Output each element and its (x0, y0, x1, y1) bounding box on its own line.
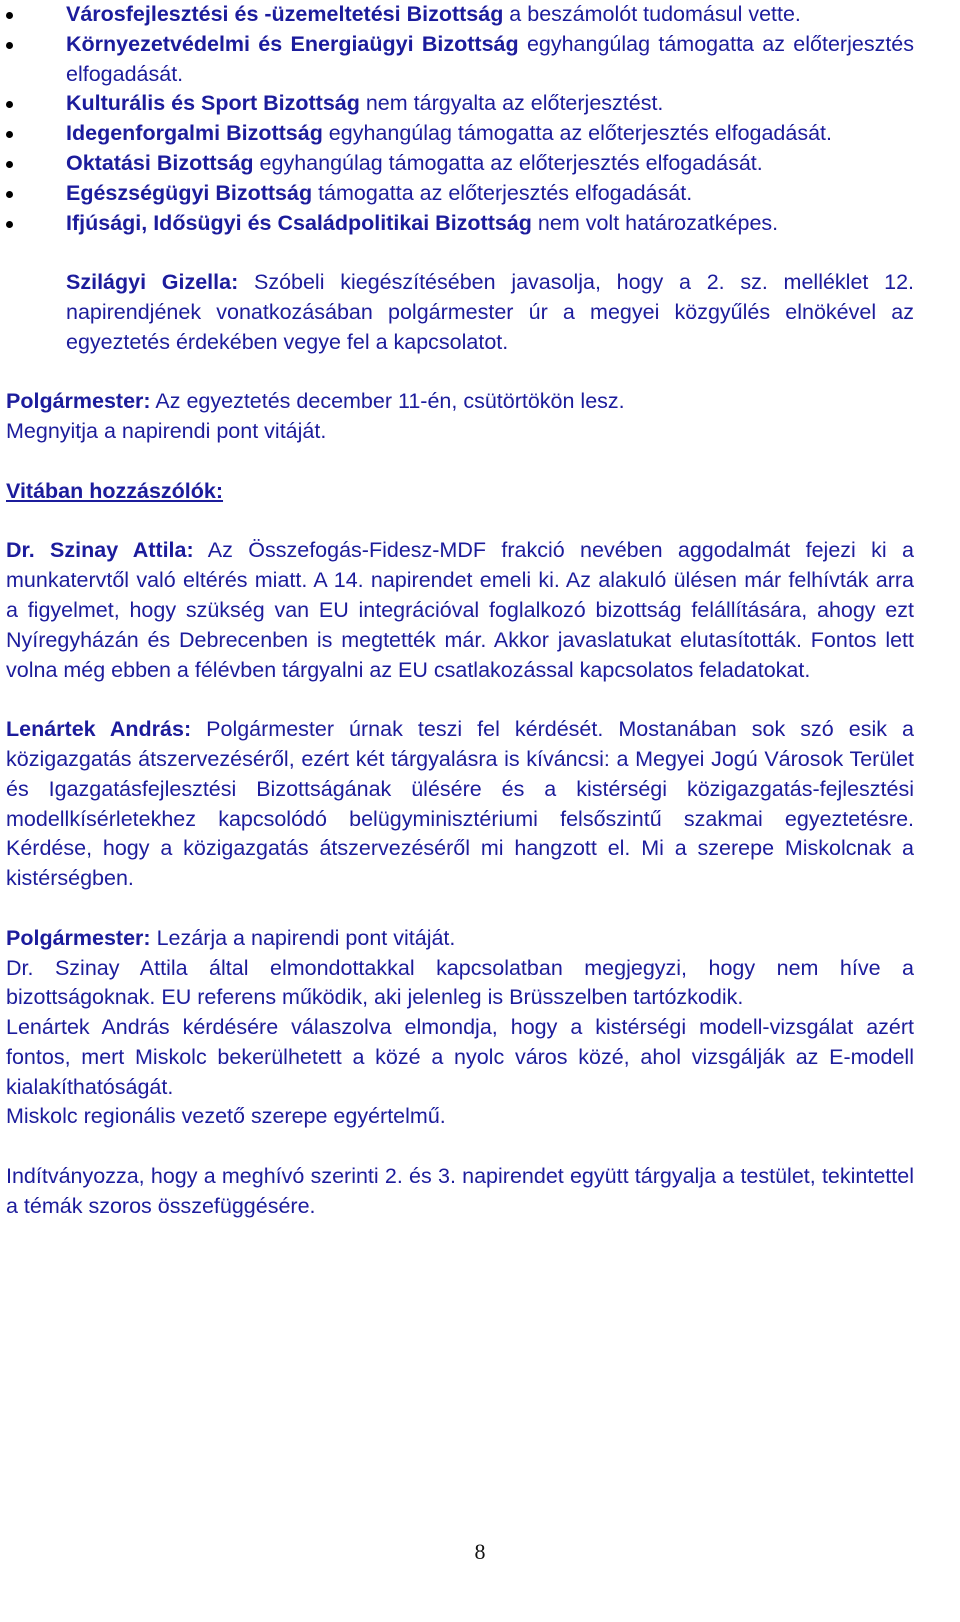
bullet-icon (6, 12, 13, 19)
committee-list (6, 0, 914, 238)
committee-name: Ifjúsági, Idősügyi és Családpolitikai Bizottság (66, 210, 532, 235)
mayor-reply-2: Lenártek András kérdésére válaszolva elmondja, hogy a kistérségi modell-vizsgálat azért fontos, mert Miskolc bekerülhetett a közé a nyolc város közé, ahol vizsgálják az E-modell kialakíthatóságát. (6, 1015, 914, 1099)
section-heading: Vitában hozzászólók: (6, 478, 224, 503)
bullet-icon (6, 191, 13, 198)
committee-decision: egyhangúlag támogatta az előterjesztés elfogadását. (253, 150, 763, 175)
list-item (6, 119, 914, 149)
committee-decision: egyhangúlag támogatta az előterjesztés elfogadását. (322, 121, 833, 146)
speech-text: Az Összefogás-Fidesz-MDF frakció nevében aggodalmát fejezi ki a munkatervtől való eltérés miatt. A 14. napirendet emeli ki. Az alakuló ülésen már felhívták arra a figyelmet, hogy szükség van EU integrációval foglalkozó bizottság felállítására, ahogy ezt Nyíregyházán és Debrecenben is megtették már. Akkor javaslatukat elutasították. Fontos lett volna még ebben a félévben tárgyalni az EU csatlakozással kapcsolatos feladatokat. (6, 538, 914, 682)
document-page (6, 0, 914, 1222)
speech-text: Lezárja a napirendi pont vitáját. (150, 925, 456, 950)
list-item (6, 149, 914, 179)
speech-text: Polgármester úrnak teszi fel kérdését. Mostanában sok szó esik a közigazgatás átszervezéséről, ezért két tárgyalásra is kíváncsi: a Megyei Jogú Városok Terület és Igazgatásfejlesztési Bizottságának ülésére és a kistérségi közigazgatás-fejlesztési modellkísérletekhez kapcsolódó belügyminisztériumi felsőszintű szakmai egyeztetésre. Kérdése, hogy a közigazgatás átszervezéséről mi hangzott el. Mi a szerepe Miskolcnak a kistérségben. (6, 717, 914, 891)
mayor-announcement (6, 387, 914, 417)
list-item (6, 209, 914, 239)
speaker-name: Polgármester: (6, 389, 151, 414)
list-item (6, 0, 914, 30)
mayor-closing (6, 924, 914, 954)
speaker-name: Lenártek András: (6, 717, 192, 742)
page-number: 8 (474, 1539, 486, 1564)
speaker-name: Szinay Attila: (50, 538, 194, 563)
speech-text: Szóbeli kiegészítésében javasolja, hogy a 2. sz. melléklet 12. napirendjének vonatkozásában polgármester úr a megyei közgyűlés elnökével az egyeztetés érdekében vegye fel a kapcsolatot. (66, 270, 914, 354)
committee-decision: nem tárgyalta az előterjesztést. (359, 91, 664, 116)
debate-open-line: Megnyitja a napirendi pont vitáját. (6, 419, 327, 444)
list-item (6, 89, 914, 119)
committee-name: Kulturális és Sport Bizottság (66, 91, 360, 116)
speech-text: Az egyeztetés december 11-én, csütörtökön lesz. (150, 389, 625, 414)
committee-decision: támogatta az előterjesztés elfogadását. (312, 180, 693, 205)
speaker-name: Polgármester: (6, 925, 151, 950)
bullet-icon (6, 221, 13, 228)
szinay-paragraph (6, 536, 914, 685)
list-item (6, 30, 914, 90)
list-item (6, 179, 914, 209)
bullet-icon (6, 42, 13, 49)
committee-name: Környezetvédelmi és Energiaügyi Bizottság (66, 31, 519, 56)
bullet-icon (6, 131, 13, 138)
committee-name: Egészségügyi Bizottság (66, 180, 313, 205)
bullet-icon (6, 161, 13, 168)
mayor-reply-1: Dr. Szinay Attila által elmondottakkal kapcsolatban megjegyzi, hogy nem híve a bizottságoknak. EU referens működik, aki jelenleg is Brüsszelben tartózkodik. (6, 955, 914, 1010)
committee-name: Oktatási Bizottság (66, 150, 254, 175)
committee-decision: egyhangúlag támogatta az előterjesztés elfogadását. (66, 31, 914, 86)
motion-paragraph: Indítványozza, hogy a meghívó szerinti 2. és 3. napirendet együtt tárgyalja a testület, tekintettel a témák szoros összefüggésére. (6, 1164, 914, 1218)
szilagyi-paragraph (6, 268, 914, 357)
debate-heading (6, 477, 914, 507)
committee-decision: nem volt határozatképes. (531, 210, 779, 235)
bullet-icon (6, 101, 13, 108)
committee-name: Idegenforgalmi Bizottság (66, 121, 323, 146)
committee-decision: a beszámolót tudomásul vette. (503, 2, 801, 26)
mayor-reply-3: Miskolc regionális vezető szerepe egyértelmű. (6, 1104, 446, 1129)
committee-name: Városfejlesztési és -üzemeltetési Bizottság (66, 2, 504, 26)
speaker-name: Szilágyi Gizella: (66, 270, 239, 295)
lenartek-paragraph (6, 715, 914, 894)
speaker-prefix: Dr. (6, 538, 51, 563)
